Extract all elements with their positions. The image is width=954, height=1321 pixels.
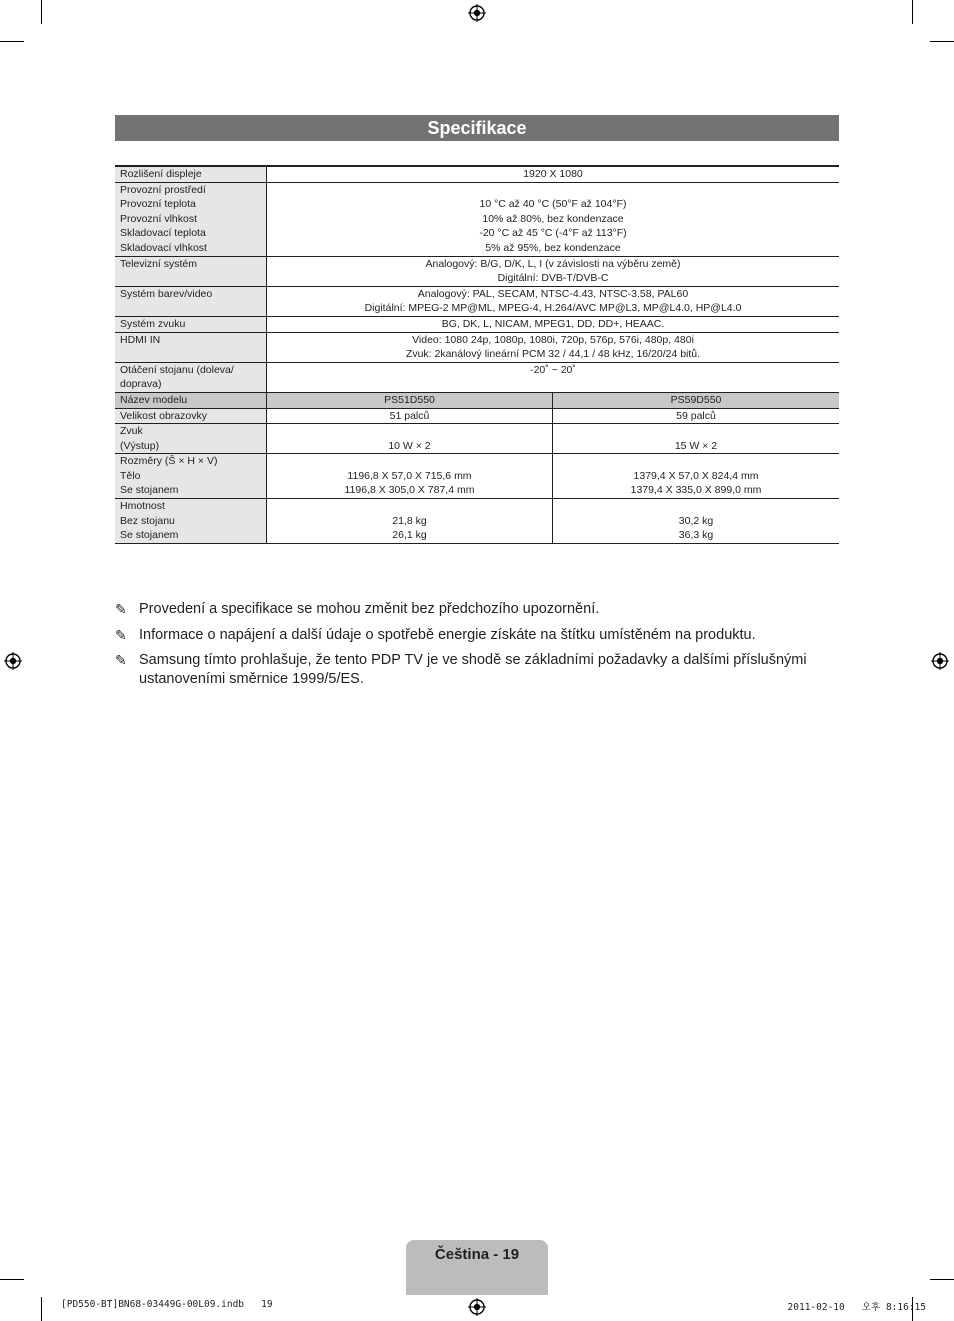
spec-value-model-b: [553, 424, 840, 454]
cell-line: 21,8 kg: [392, 514, 427, 527]
cell-line: 1920 X 1080: [523, 168, 583, 180]
table-row: [115, 499, 839, 544]
cell-line: -20˚ ~ 20˚: [530, 363, 576, 376]
page-title: Specifikace: [115, 115, 839, 141]
spec-value-model-a: [267, 454, 553, 499]
file-slug: [PD550-BT]BN68-03449G-00L09.indb 19: [61, 1299, 273, 1310]
cell-line: Rozměry (Š × H × V): [120, 455, 218, 468]
cell-line: [272, 183, 834, 198]
note-text: Provedení a specifikace se mohou změnit bez předchozího upozornění.: [139, 601, 600, 617]
spec-label: [115, 424, 267, 454]
spec-value: [267, 182, 840, 256]
spec-label: [115, 332, 267, 362]
spec-table: [115, 165, 839, 544]
crop-mark: [41, 1297, 42, 1321]
spec-label: [115, 499, 267, 544]
table-row: [115, 332, 839, 362]
cell-line: Systém barev/video: [120, 287, 213, 300]
registration-mark-icon: [4, 652, 22, 670]
spec-label: [115, 362, 267, 392]
cell-line: Video: 1080 24p, 1080p, 1080i, 720p, 576p, 576i, 480p, 480i: [412, 333, 694, 346]
note-item: [115, 651, 839, 688]
table-row: [115, 408, 839, 424]
cell-line: Analogový: PAL, SECAM, NTSC-4.43, NTSC-3.58, PAL60: [417, 287, 689, 300]
note-item: [115, 626, 839, 645]
crop-mark: [41, 0, 42, 24]
spec-label: [115, 256, 267, 286]
cell-line: 1196,8 X 57,0 X 715,6 mm: [347, 469, 472, 482]
model-name: [553, 392, 840, 408]
note-item: [115, 600, 839, 619]
table-row: [115, 362, 839, 392]
cell-line: 10 °C až 40 °C (50°F až 104°F): [479, 198, 627, 211]
cell-line: 1196,8 X 305,0 X 787,4 mm: [344, 484, 475, 497]
cell-line: Otáčení stojanu (doleva/: [120, 363, 234, 376]
spec-label: [115, 286, 267, 316]
spec-value: [267, 256, 840, 286]
spec-value-model-b: [553, 499, 840, 544]
spec-label: [115, 182, 267, 256]
cell-line: [558, 454, 834, 469]
print-timestamp: 2011-02-10 오후 8:16:15: [787, 1302, 926, 1313]
spec-value-model-b: [553, 454, 840, 499]
cell-line: Provozní teplota: [120, 198, 196, 211]
cell-line: 10 W × 2: [388, 439, 431, 452]
cell-line: Analogový: B/G, D/K, L, I (v závislosti na výběru země): [425, 257, 681, 270]
spec-label: [115, 408, 267, 424]
note-text: Informace o napájení a další údaje o spotřebě energie získáte na štítku umístěném na produktu.: [139, 626, 756, 643]
registration-mark-icon: [468, 1298, 486, 1316]
table-row: [115, 454, 839, 499]
cell-line: (Výstup): [120, 439, 160, 452]
crop-mark: [0, 41, 24, 42]
model-name: [267, 392, 553, 408]
note-text: Samsung tímto prohlašuje, že tento PDP TV je ve shodě se základními požadavky a dalšími příslušnými ustanoveními směrnice 1999/5/ES.: [139, 652, 807, 687]
cell-line: HDMI IN: [120, 333, 161, 346]
cell-line: Hmotnost: [120, 500, 165, 513]
spec-value: [267, 286, 840, 316]
cell-line: Provozní vlhkost: [120, 212, 198, 225]
cell-line: 1379,4 X 335,0 X 899,0 mm: [630, 484, 762, 497]
spec-value-model-a: [267, 499, 553, 544]
cell-line: [272, 499, 547, 514]
cell-line: [272, 454, 547, 469]
cell-line: PS51D550: [384, 393, 435, 406]
cell-line: Provozní prostředí: [120, 183, 206, 196]
cell-line: Skladovací vlhkost: [120, 241, 207, 254]
spec-value-model-a: [267, 424, 553, 454]
spec-value-model-b: [553, 408, 840, 424]
cell-line: [272, 424, 547, 439]
cell-line: Zvuk: [120, 425, 143, 438]
cell-line: Tělo: [120, 469, 141, 482]
cell-line: 15 W × 2: [674, 439, 718, 452]
cell-line: BG, DK, L, NICAM, MPEG1, DD, DD+, HEAAC.: [441, 317, 665, 330]
spec-value: [267, 316, 840, 332]
pencil-note-icon: ✎: [115, 652, 127, 668]
cell-line: [558, 424, 834, 439]
cell-line: doprava): [120, 378, 162, 391]
page-number: Čeština - 19: [434, 1246, 520, 1263]
cell-line: 10% až 80%, bez kondenzace: [482, 212, 624, 225]
cell-line: Se stojanem: [120, 484, 179, 497]
pencil-note-icon: ✎: [115, 626, 127, 643]
spec-label: [115, 316, 267, 332]
spec-label: [115, 454, 267, 499]
registration-mark-icon: [468, 4, 486, 22]
crop-mark: [930, 41, 954, 42]
cell-line: 1379,4 X 57,0 X 824,4 mm: [633, 469, 759, 482]
spec-table-body: [115, 166, 839, 543]
cell-line: Bez stojanu: [120, 514, 175, 527]
table-row: [115, 424, 839, 454]
cell-line: Televizní systém: [120, 257, 198, 270]
crop-mark: [930, 1279, 954, 1280]
cell-line: Název modelu: [120, 393, 188, 406]
crop-mark: [0, 1279, 24, 1280]
spec-value: [267, 166, 840, 182]
spec-value-model-a: [267, 408, 553, 424]
cell-line: Systém zvuku: [120, 317, 186, 330]
table-row: [115, 182, 839, 256]
cell-line: Se stojanem: [120, 529, 179, 542]
table-row: [115, 286, 839, 316]
cell-line: Velikost obrazovky: [120, 409, 207, 422]
cell-line: Skladovací teplota: [120, 227, 206, 240]
pencil-note-icon: ✎: [115, 601, 127, 617]
cell-line: Rozlišení displeje: [120, 168, 202, 180]
cell-line: Digitální: DVB-T/DVB-C: [497, 272, 609, 285]
crop-mark: [912, 0, 913, 24]
spec-label: [115, 166, 267, 182]
cell-line: 5% až 95%, bez kondenzace: [485, 241, 621, 254]
cell-line: 36,3 kg: [678, 529, 714, 542]
cell-line: 30,2 kg: [678, 514, 714, 527]
cell-line: Digitální: MPEG-2 MP@ML, MPEG-4, H.264/AVC MP@L3, MP@L4.0, HP@L4.0: [364, 302, 742, 315]
cell-line: 26,1 kg: [392, 529, 427, 542]
cell-line: 51 palců: [389, 409, 430, 422]
cell-line: -20 °C až 45 °C (-4°F až 113°F): [479, 227, 627, 240]
spec-value: [267, 362, 840, 392]
table-row: [115, 316, 839, 332]
cell-line: PS59D550: [670, 393, 722, 406]
table-row: [115, 256, 839, 286]
registration-mark-icon: [931, 652, 949, 670]
model-header-row: [115, 392, 839, 408]
notes-list: [115, 600, 839, 695]
cell-line: [558, 499, 834, 514]
model-header-label: [115, 392, 267, 408]
table-row: [115, 166, 839, 182]
spec-value: [267, 332, 840, 362]
cell-line: 59 palců: [676, 409, 716, 422]
cell-line: Zvuk: 2kanálový lineární PCM 32 / 44,1 / 48 kHz, 16/20/24 bitů.: [405, 348, 701, 361]
